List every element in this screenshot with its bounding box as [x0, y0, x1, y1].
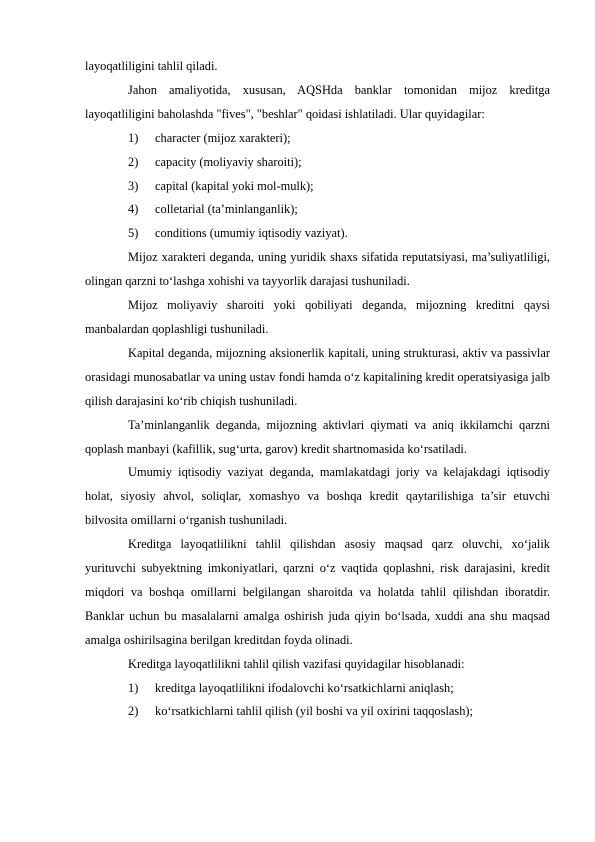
list-text: character (mijoz xarakteri); — [155, 130, 291, 145]
list-number: 2) — [128, 704, 139, 719]
list-text: ko‘rsatkichlarni tahlil qilish (yil boshi va yil oxirini taqqoslash); — [155, 704, 473, 719]
paragraph-conditions: Umumiy iqtisodiy vaziyat deganda, mamlakatdagi joriy va kelajakdagi iqtisodiy holat, siyosiy ahvol, soliqlar, xomashyo va boshqa kredit qaytarilishiga ta’sir etuvchi bilvosita omillarni o‘rganish tushuniladi. — [85, 465, 550, 528]
paragraph-capacity: Mijoz moliyaviy sharoiti yoki qobiliyati deganda, mijozning kreditni qaysi manbalardan qoplashligi tushuniladi. — [85, 298, 550, 336]
list-number: 1) — [128, 680, 139, 695]
paragraph-capital: Kapital deganda, mijozning aksionerlik kapitali, uning strukturasi, aktiv va passivlar orasidagi munosabatlar va uning ustav fondi hamda o‘z kapitalining kredit operatsiyasiga jalb qilish darajasini ko‘rib chiqish tushuniladi. — [85, 345, 550, 408]
list-item — [85, 198, 550, 222]
paragraph-collateral: Ta’minlanganlik deganda, mijozning aktivlari qiymati va aniq ikkilamchi qarzni qoplash manbayi (kafillik, sug‘urta, garov) kredit shartnomasida ko‘rsatiladi. — [85, 417, 550, 456]
paragraph-tasks-intro: Kreditga layoqatlilikni tahlil qilish vazifasi quyidagilar hisoblanadi: — [128, 656, 465, 671]
paragraph-continuation: layoqatliligini tahlil qiladi. — [85, 59, 218, 73]
list-item — [85, 127, 550, 151]
list-text: conditions (umumiy iqtisodiy vaziyat). — [155, 226, 348, 241]
list-text: capital (kapital yoki mol-mulk); — [155, 178, 314, 193]
list-item — [85, 677, 550, 701]
paragraph-analysis-goal: Kreditga layoqatlilikni tahlil qilishdan asosiy maqsad qarz oluvchi, xo‘jalik yurituvchi subyektning imkoniyatlari, qarzni o‘z vaqtida qoplashni, risk darajasini, kredit miqdori va boshqa omillarni belgilangan sharoitda va holatda tahlil qilishdan iboratdir. Banklar uchun bu masalalarni amalga oshirish juda qiyin bo‘lsada, xuddi ana shu maqsad amalga oshirilsagina berilgan kreditdan foyda olinadi. — [85, 537, 550, 647]
list-number: 3) — [128, 178, 139, 193]
fives-list — [85, 127, 550, 247]
list-number: 1) — [128, 130, 139, 145]
list-number: 4) — [128, 202, 139, 217]
list-text: capacity (moliyaviy sharoiti); — [155, 154, 302, 169]
list-number: 2) — [128, 154, 139, 169]
tasks-list — [85, 677, 550, 725]
list-text: kreditga layoqatlilikni ifodalovchi ko‘rsatkichlarni aniqlash; — [155, 680, 454, 695]
list-item — [85, 175, 550, 199]
list-item — [85, 222, 550, 246]
paragraph-character: Mijoz xarakteri deganda, uning yuridik shaxs sifatida reputatsiyasi, ma’suliyatliligi, olingan qarzni to‘lashga xohishi va tayyorlik darajasi tushuniladi. — [85, 250, 550, 289]
list-item — [85, 700, 550, 724]
paragraph-fives-intro: Jahon amaliyotida, xususan, AQSHda banklar tomonidan mijoz kreditga layoqatliligini baholashda "fives", "beshlar" qoidasi ishlatiladi. Ular quyidagilar: — [85, 82, 550, 121]
document-body — [85, 55, 550, 724]
list-text: colletarial (ta’minlanganlik); — [155, 202, 298, 217]
list-number: 5) — [128, 226, 139, 241]
list-item — [85, 151, 550, 175]
